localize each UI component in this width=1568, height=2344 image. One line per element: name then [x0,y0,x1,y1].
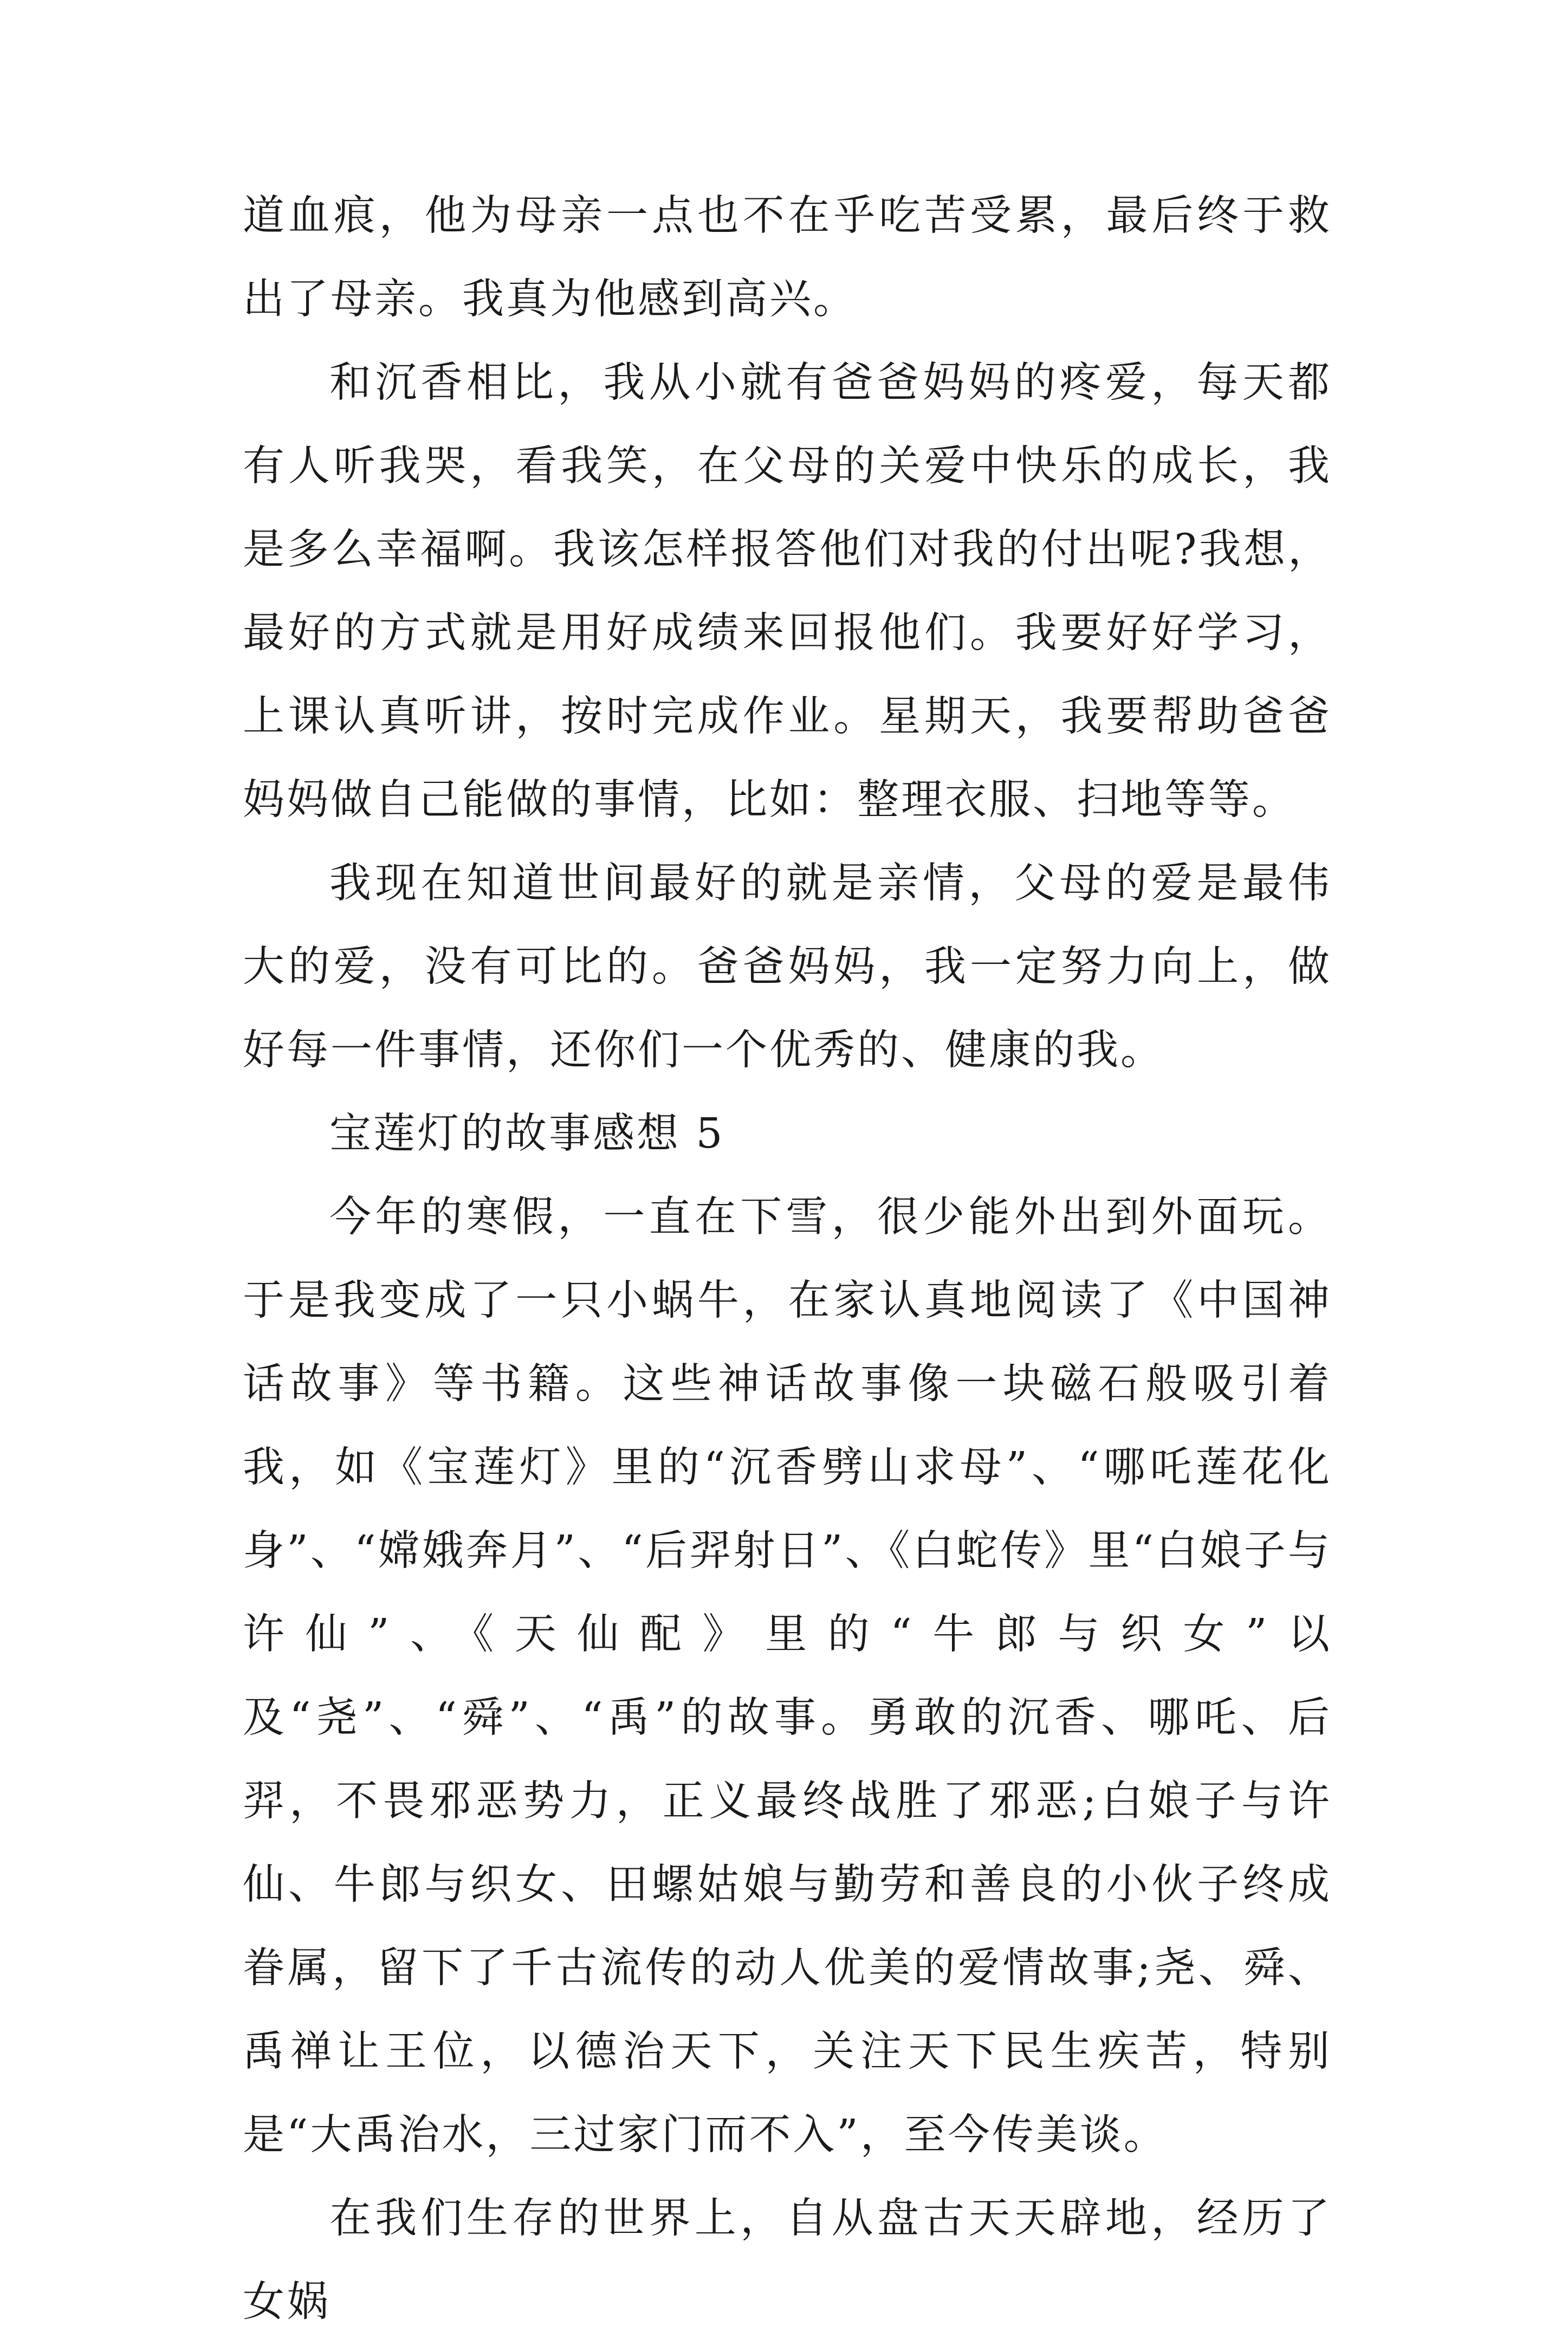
paragraph-continuation: 道血痕，他为母亲一点也不在乎吃苦受累，最后终于救出了母亲。我真为他感到高兴。 [243,192,1332,323]
paragraph-world-origin: 在我们生存的世界上，自从盘古天天辟地，经历了女娲 [243,2194,1332,2326]
paragraph-gratitude: 和沉香相比，我从小就有爸爸妈妈的疼爱，每天都有人听我哭，看我笑，在父母的关爱中快乐的成长，我是多么幸福啊。我该怎样报答他们对我的付出呢?我想，最好的方式就是用好成绩来回报他们。我要好好学习，上课认真听讲，按时完成作业。星期天，我要帮助爸爸妈妈做自己能做的事情，比如：整理衣服、扫地等等。 [243,359,1332,824]
paragraph-winter-reading: 今年的寒假，一直在下雪，很少能外出到外面玩。于是我变成了一只小蜗牛，在家认真地阅读了《中国神话故事》等书籍。这些神话故事像一块磁石般吸引着我，如《宝莲灯》里的“沉香劈山求母”、“哪吒莲花化身”、“嫦娥奔月”、“后羿射日”、《白蛇传》里“白娘子与许仙”、《天仙配》里的“牛郎与织女”以及“尧”、“舜”、“禹”的故事。勇敢的沉香、哪吒、后羿，不畏邪恶势力，正义最终战胜了邪恶;白娘子与许仙、牛郎与织女、田螺姑娘与勤劳和善良的小伙子终成眷属，留下了千古流传的动人优美的爱情故事;尧、舜、禹禅让王位，以德治天下，关注天下民生疾苦，特别是“大禹治水，三过家门而不入”，至今传美谈。 [243,1193,1332,2159]
section-heading: 宝莲灯的故事感想 5 [329,1110,725,1158]
paragraph-family-love: 我现在知道世间最好的就是亲情，父母的爱是最伟大的爱，没有可比的。爸爸妈妈，我一定努力向上，做好每一件事情，还你们一个优秀的、健康的我。 [243,859,1332,1074]
document-body [243,174,1332,2344]
